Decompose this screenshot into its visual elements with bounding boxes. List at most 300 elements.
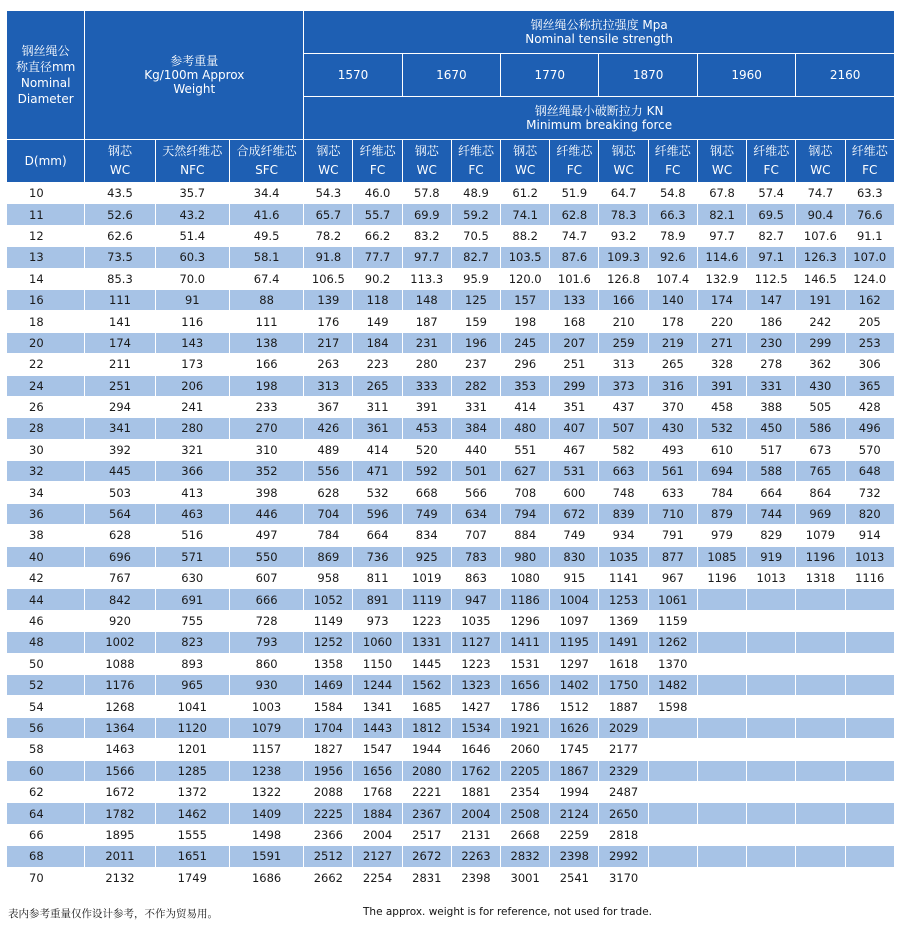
- breaking-force-cell: 1035: [451, 610, 500, 631]
- force-subcolumn-header-en: WC: [711, 163, 733, 177]
- breaking-force-cell: [845, 739, 895, 760]
- weight-cell: 1409: [229, 803, 303, 824]
- breaking-force-cell: [845, 632, 895, 653]
- diameter-cell: 26: [7, 396, 85, 417]
- breaking-force-cell: 437: [599, 396, 648, 417]
- breaking-force-cell: 947: [451, 589, 500, 610]
- breaking-force-cell: 791: [648, 525, 697, 546]
- weight-cell: 251: [85, 375, 155, 396]
- diameter-cell: 36: [7, 503, 85, 524]
- breaking-force-cell: 91.8: [304, 247, 353, 268]
- breaking-force-cell: [697, 803, 746, 824]
- breaking-force-cell: 2329: [599, 760, 648, 781]
- breaking-force-cell: 648: [845, 461, 895, 482]
- force-subcolumn-header-cn: 钢芯: [709, 144, 734, 158]
- breaking-force-cell: [845, 717, 895, 738]
- diameter-cell: 52: [7, 674, 85, 695]
- breaking-force-cell: 223: [353, 354, 402, 375]
- breaking-force-cell: 149: [353, 311, 402, 332]
- breaking-force-cell: [697, 824, 746, 845]
- weight-cell: 1462: [155, 803, 229, 824]
- breaking-force-cell: 120.0: [501, 268, 550, 289]
- breaking-force-cell: [796, 824, 845, 845]
- rope-spec-table: [6, 10, 895, 889]
- breaking-force-cell: 57.4: [747, 183, 796, 204]
- breaking-force-cell: 159: [451, 311, 500, 332]
- breaking-force-cell: 1411: [501, 632, 550, 653]
- force-subcolumn-header-en: FC: [369, 163, 386, 177]
- breaking-force-cell: 794: [501, 503, 550, 524]
- weight-cell: 43.2: [155, 204, 229, 225]
- breaking-force-cell: 531: [550, 461, 599, 482]
- breaking-force-cell: 207: [550, 332, 599, 353]
- breaking-force-cell: 313: [599, 354, 648, 375]
- breaking-force-cell: [648, 760, 697, 781]
- breaking-force-cell: 1445: [402, 653, 451, 674]
- breaking-force-cell: 1469: [304, 674, 353, 695]
- breaking-force-cell: 1052: [304, 589, 353, 610]
- force-subcolumn-header-en: WC: [515, 163, 536, 177]
- weight-cell: 294: [85, 396, 155, 417]
- weight-cell: 280: [155, 418, 229, 439]
- breaking-force-cell: 600: [550, 482, 599, 503]
- breaking-force-cell: 732: [845, 482, 895, 503]
- weight-cell: 138: [229, 332, 303, 353]
- breaking-force-cell: 958: [304, 568, 353, 589]
- breaking-force-cell: 496: [845, 418, 895, 439]
- breaking-force-cell: 450: [747, 418, 796, 439]
- breaking-force-cell: 628: [304, 482, 353, 503]
- breaking-force-cell: 1402: [550, 674, 599, 695]
- breaking-force-cell: 118: [353, 289, 402, 310]
- breaking-force-cell: 1061: [648, 589, 697, 610]
- weight-cell: 60.3: [155, 247, 229, 268]
- weight-subcolumn-header: [229, 140, 303, 183]
- force-subcolumn-header-en: WC: [810, 163, 831, 177]
- table-row: [7, 439, 895, 460]
- breaking-force-cell: 428: [845, 396, 895, 417]
- breaking-force-cell: 2398: [550, 846, 599, 867]
- breaking-force-cell: 829: [747, 525, 796, 546]
- breaking-force-cell: 1223: [402, 610, 451, 631]
- breaking-force-cell: 407: [550, 418, 599, 439]
- breaking-force-cell: 596: [353, 503, 402, 524]
- breaking-force-cell: 668: [402, 482, 451, 503]
- grade-header: 1870: [599, 54, 697, 97]
- diameter-cell: 38: [7, 525, 85, 546]
- breaking-force-cell: 97.1: [747, 247, 796, 268]
- breaking-force-cell: 1512: [550, 696, 599, 717]
- breaking-force-cell: 74.7: [796, 183, 845, 204]
- breaking-force-cell: 1159: [648, 610, 697, 631]
- weight-cell: 1268: [85, 696, 155, 717]
- weight-cell: 1672: [85, 781, 155, 802]
- weight-cell: 321: [155, 439, 229, 460]
- breaking-force-cell: [747, 610, 796, 631]
- weight-cell: 111: [229, 311, 303, 332]
- weight-cell: 116: [155, 311, 229, 332]
- breaking-force-cell: 67.8: [697, 183, 746, 204]
- breaking-force-cell: 237: [451, 354, 500, 375]
- grade-header: 1570: [304, 54, 402, 97]
- force-subcolumn-header-cn: 纤维芯: [556, 144, 593, 158]
- weight-cell: 965: [155, 674, 229, 695]
- weight-cell: 755: [155, 610, 229, 631]
- breaking-force-cell: 1881: [451, 781, 500, 802]
- breaking-force-cell: 2818: [599, 824, 648, 845]
- breaking-force-cell: [747, 824, 796, 845]
- force-subcolumn-header-cn: 钢芯: [808, 144, 833, 158]
- weight-cell: 174: [85, 332, 155, 353]
- breaking-force-cell: 217: [304, 332, 353, 353]
- breaking-force-cell: 934: [599, 525, 648, 546]
- weight-title-line: Kg/100m Approx: [144, 68, 245, 82]
- table-row: [7, 204, 895, 225]
- breaking-force-cell: 1127: [451, 632, 500, 653]
- breaking-force-title-cn: 钢丝绳最小破断拉力 KN: [534, 104, 664, 118]
- diameter-cell: 48: [7, 632, 85, 653]
- weight-cell: 1041: [155, 696, 229, 717]
- weight-cell: 1498: [229, 824, 303, 845]
- weight-cell: 516: [155, 525, 229, 546]
- weight-cell: 73.5: [85, 247, 155, 268]
- breaking-force-cell: 1013: [845, 546, 895, 567]
- weight-cell: 497: [229, 525, 303, 546]
- breaking-force-cell: 132.9: [697, 268, 746, 289]
- breaking-force-cell: 570: [845, 439, 895, 460]
- force-subcolumn-header: [402, 140, 451, 183]
- breaking-force-cell: 66.2: [353, 225, 402, 246]
- table-row: [7, 568, 895, 589]
- weight-cell: 241: [155, 396, 229, 417]
- force-subcolumn-header: [451, 140, 500, 183]
- table-header: [7, 11, 895, 183]
- breaking-force-cell: 1956: [304, 760, 353, 781]
- breaking-force-cell: 54.3: [304, 183, 353, 204]
- weight-cell: 34.4: [229, 183, 303, 204]
- breaking-force-cell: 765: [796, 461, 845, 482]
- table-row: [7, 846, 895, 867]
- table-row: [7, 760, 895, 781]
- breaking-force-cell: 231: [402, 332, 451, 353]
- breaking-force-cell: 1080: [501, 568, 550, 589]
- weight-cell: 607: [229, 568, 303, 589]
- breaking-force-cell: 532: [353, 482, 402, 503]
- breaking-force-cell: 440: [451, 439, 500, 460]
- breaking-force-cell: 1491: [599, 632, 648, 653]
- breaking-force-cell: 1060: [353, 632, 402, 653]
- weight-cell: 62.6: [85, 225, 155, 246]
- footnote-en: The approx. weight is for reference, not used for trade.: [363, 906, 652, 918]
- breaking-force-cell: [796, 696, 845, 717]
- force-subcolumn-header-en: WC: [613, 163, 634, 177]
- weight-cell: 366: [155, 461, 229, 482]
- breaking-force-cell: [796, 589, 845, 610]
- breaking-force-cell: 1004: [550, 589, 599, 610]
- breaking-force-cell: 2354: [501, 781, 550, 802]
- breaking-force-cell: 784: [304, 525, 353, 546]
- breaking-force-cell: 1262: [648, 632, 697, 653]
- breaking-force-cell: 148: [402, 289, 451, 310]
- breaking-force-cell: 186: [747, 311, 796, 332]
- breaking-force-cell: 370: [648, 396, 697, 417]
- breaking-force-cell: 1119: [402, 589, 451, 610]
- weight-cell: 930: [229, 674, 303, 695]
- weight-cell: 463: [155, 503, 229, 524]
- breaking-force-cell: 710: [648, 503, 697, 524]
- diameter-cell: 54: [7, 696, 85, 717]
- weight-cell: 1686: [229, 867, 303, 888]
- breaking-force-cell: 146.5: [796, 268, 845, 289]
- table-row: [7, 354, 895, 375]
- breaking-force-cell: 1297: [550, 653, 599, 674]
- weight-cell: 503: [85, 482, 155, 503]
- weight-cell: 1555: [155, 824, 229, 845]
- breaking-force-cell: 112.5: [747, 268, 796, 289]
- breaking-force-cell: 2124: [550, 803, 599, 824]
- breaking-force-cell: 311: [353, 396, 402, 417]
- table-row: [7, 311, 895, 332]
- breaking-force-cell: 313: [304, 375, 353, 396]
- breaking-force-cell: 967: [648, 568, 697, 589]
- weight-cell: 41.6: [229, 204, 303, 225]
- breaking-force-cell: 299: [550, 375, 599, 396]
- breaking-force-cell: 430: [796, 375, 845, 396]
- diameter-cell: 40: [7, 546, 85, 567]
- breaking-force-cell: 64.7: [599, 183, 648, 204]
- breaking-force-cell: 2225: [304, 803, 353, 824]
- breaking-force-cell: 505: [796, 396, 845, 417]
- weight-cell: 1782: [85, 803, 155, 824]
- breaking-force-cell: 2029: [599, 717, 648, 738]
- breaking-force-cell: 259: [599, 332, 648, 353]
- force-subcolumn-header: [648, 140, 697, 183]
- weight-subcolumn-header: [155, 140, 229, 183]
- breaking-force-cell: 2259: [550, 824, 599, 845]
- table-row: [7, 717, 895, 738]
- breaking-force-cell: 980: [501, 546, 550, 567]
- breaking-force-cell: 62.8: [550, 204, 599, 225]
- breaking-force-cell: [697, 717, 746, 738]
- weight-cell: 728: [229, 610, 303, 631]
- breaking-force-cell: [697, 739, 746, 760]
- weight-cell: 173: [155, 354, 229, 375]
- breaking-force-cell: 166: [599, 289, 648, 310]
- diameter-cell: 28: [7, 418, 85, 439]
- breaking-force-cell: [747, 739, 796, 760]
- diameter-cell: 13: [7, 247, 85, 268]
- breaking-force-cell: [796, 760, 845, 781]
- breaking-force-cell: 1584: [304, 696, 353, 717]
- table-row: [7, 268, 895, 289]
- breaking-force-cell: 388: [747, 396, 796, 417]
- breaking-force-cell: 1534: [451, 717, 500, 738]
- breaking-force-cell: 664: [353, 525, 402, 546]
- weight-cell: 58.1: [229, 247, 303, 268]
- breaking-force-cell: 1370: [648, 653, 697, 674]
- breaking-force-cell: [747, 674, 796, 695]
- breaking-force-cell: 191: [796, 289, 845, 310]
- table-row: [7, 247, 895, 268]
- breaking-force-cell: 501: [451, 461, 500, 482]
- breaking-force-cell: 2662: [304, 867, 353, 888]
- breaking-force-cell: 1562: [402, 674, 451, 695]
- breaking-force-cell: 610: [697, 439, 746, 460]
- weight-cell: 445: [85, 461, 155, 482]
- table-row: [7, 674, 895, 695]
- breaking-force-cell: [796, 846, 845, 867]
- weight-cell: 1566: [85, 760, 155, 781]
- breaking-force-cell: 2221: [402, 781, 451, 802]
- breaking-force-cell: 973: [353, 610, 402, 631]
- breaking-force-cell: 863: [451, 568, 500, 589]
- breaking-force-cell: 1341: [353, 696, 402, 717]
- diameter-cell: 18: [7, 311, 85, 332]
- weight-cell: 691: [155, 589, 229, 610]
- weight-cell: 2011: [85, 846, 155, 867]
- diameter-cell: 68: [7, 846, 85, 867]
- footnote-cn: 表内参考重量仅作设计参考，不作为贸易用。: [8, 908, 218, 920]
- breaking-force-cell: 783: [451, 546, 500, 567]
- breaking-force-cell: 316: [648, 375, 697, 396]
- breaking-force-cell: 1656: [501, 674, 550, 695]
- weight-cell: 860: [229, 653, 303, 674]
- weight-cell: 233: [229, 396, 303, 417]
- breaking-force-cell: 1867: [550, 760, 599, 781]
- weight-cell: 1176: [85, 674, 155, 695]
- breaking-force-cell: 1786: [501, 696, 550, 717]
- breaking-force-cell: 1482: [648, 674, 697, 695]
- breaking-force-cell: 1186: [501, 589, 550, 610]
- diameter-title-line: Diameter: [17, 92, 74, 106]
- breaking-force-cell: 55.7: [353, 204, 402, 225]
- grade-header: 2160: [796, 54, 895, 97]
- breaking-force-cell: [845, 846, 895, 867]
- breaking-force-cell: [697, 589, 746, 610]
- breaking-force-cell: 1223: [451, 653, 500, 674]
- breaking-force-cell: 2177: [599, 739, 648, 760]
- breaking-force-cell: 107.0: [845, 247, 895, 268]
- breaking-force-cell: 1762: [451, 760, 500, 781]
- breaking-force-cell: 1244: [353, 674, 402, 695]
- breaking-force-cell: 82.7: [747, 225, 796, 246]
- breaking-force-cell: 736: [353, 546, 402, 567]
- weight-cell: 70.0: [155, 268, 229, 289]
- diameter-cell: 20: [7, 332, 85, 353]
- breaking-force-cell: 196: [451, 332, 500, 353]
- breaking-force-cell: 263: [304, 354, 353, 375]
- breaking-force-cell: 78.3: [599, 204, 648, 225]
- table-row: [7, 781, 895, 802]
- breaking-force-cell: 2366: [304, 824, 353, 845]
- force-subcolumn-header: [501, 140, 550, 183]
- breaking-force-cell: 1646: [451, 739, 500, 760]
- breaking-force-cell: 245: [501, 332, 550, 353]
- force-subcolumn-header-cn: 钢芯: [414, 144, 439, 158]
- diameter-cell: 32: [7, 461, 85, 482]
- breaking-force-cell: 1085: [697, 546, 746, 567]
- breaking-force-cell: 265: [353, 375, 402, 396]
- breaking-force-cell: 93.2: [599, 225, 648, 246]
- breaking-force-cell: 391: [697, 375, 746, 396]
- force-subcolumn-header: [599, 140, 648, 183]
- breaking-force-cell: [747, 717, 796, 738]
- breaking-force-cell: 969: [796, 503, 845, 524]
- breaking-force-cell: 2512: [304, 846, 353, 867]
- breaking-force-cell: 471: [353, 461, 402, 482]
- diameter-cell: 34: [7, 482, 85, 503]
- breaking-force-cell: 663: [599, 461, 648, 482]
- breaking-force-cell: 2650: [599, 803, 648, 824]
- diameter-cell: 10: [7, 183, 85, 204]
- breaking-force-cell: 59.2: [451, 204, 500, 225]
- diameter-cell: 30: [7, 439, 85, 460]
- weight-cell: 270: [229, 418, 303, 439]
- breaking-force-cell: 331: [747, 375, 796, 396]
- weight-title-line: Weight: [173, 82, 216, 96]
- breaking-force-cell: [648, 846, 697, 867]
- breaking-force-cell: [796, 610, 845, 631]
- weight-cell: 111: [85, 289, 155, 310]
- breaking-force-cell: [845, 781, 895, 802]
- diameter-cell: 12: [7, 225, 85, 246]
- breaking-force-cell: 517: [747, 439, 796, 460]
- breaking-force-cell: 1531: [501, 653, 550, 674]
- table-row: [7, 589, 895, 610]
- table-row: [7, 546, 895, 567]
- weight-cell: 1120: [155, 717, 229, 738]
- breaking-force-cell: 566: [451, 482, 500, 503]
- breaking-force-cell: 1704: [304, 717, 353, 738]
- breaking-force-cell: 914: [845, 525, 895, 546]
- breaking-force-cell: 113.3: [402, 268, 451, 289]
- breaking-force-cell: [648, 803, 697, 824]
- diameter-cell: 64: [7, 803, 85, 824]
- breaking-force-cell: 2205: [501, 760, 550, 781]
- force-subcolumn-header: [845, 140, 895, 183]
- table-row: [7, 867, 895, 888]
- table-row: [7, 396, 895, 417]
- breaking-force-cell: 1296: [501, 610, 550, 631]
- force-subcolumn-header: [697, 140, 746, 183]
- breaking-force-cell: [697, 760, 746, 781]
- breaking-force-cell: 2088: [304, 781, 353, 802]
- breaking-force-cell: 458: [697, 396, 746, 417]
- breaking-force-cell: 184: [353, 332, 402, 353]
- breaking-force-cell: 69.9: [402, 204, 451, 225]
- breaking-force-cell: 1141: [599, 568, 648, 589]
- diameter-cell: 42: [7, 568, 85, 589]
- force-subcolumn-header-en: FC: [763, 163, 779, 177]
- weight-cell: 1322: [229, 781, 303, 802]
- weight-cell: 85.3: [85, 268, 155, 289]
- breaking-force-cell: 2508: [501, 803, 550, 824]
- breaking-force-cell: 299: [796, 332, 845, 353]
- breaking-force-cell: 2080: [402, 760, 451, 781]
- weight-cell: 341: [85, 418, 155, 439]
- weight-subcolumn-header-cn: 天然纤维芯: [162, 144, 223, 158]
- breaking-force-cell: 278: [747, 354, 796, 375]
- grade-header: 1960: [697, 54, 795, 97]
- diameter-title-line: 钢丝绳公: [21, 44, 70, 58]
- force-subcolumn-header-en: WC: [318, 163, 339, 177]
- breaking-force-cell: 489: [304, 439, 353, 460]
- breaking-force-cell: 704: [304, 503, 353, 524]
- breaking-force-cell: 251: [550, 354, 599, 375]
- table-row: [7, 503, 895, 524]
- breaking-force-cell: 82.7: [451, 247, 500, 268]
- breaking-force-cell: 95.9: [451, 268, 500, 289]
